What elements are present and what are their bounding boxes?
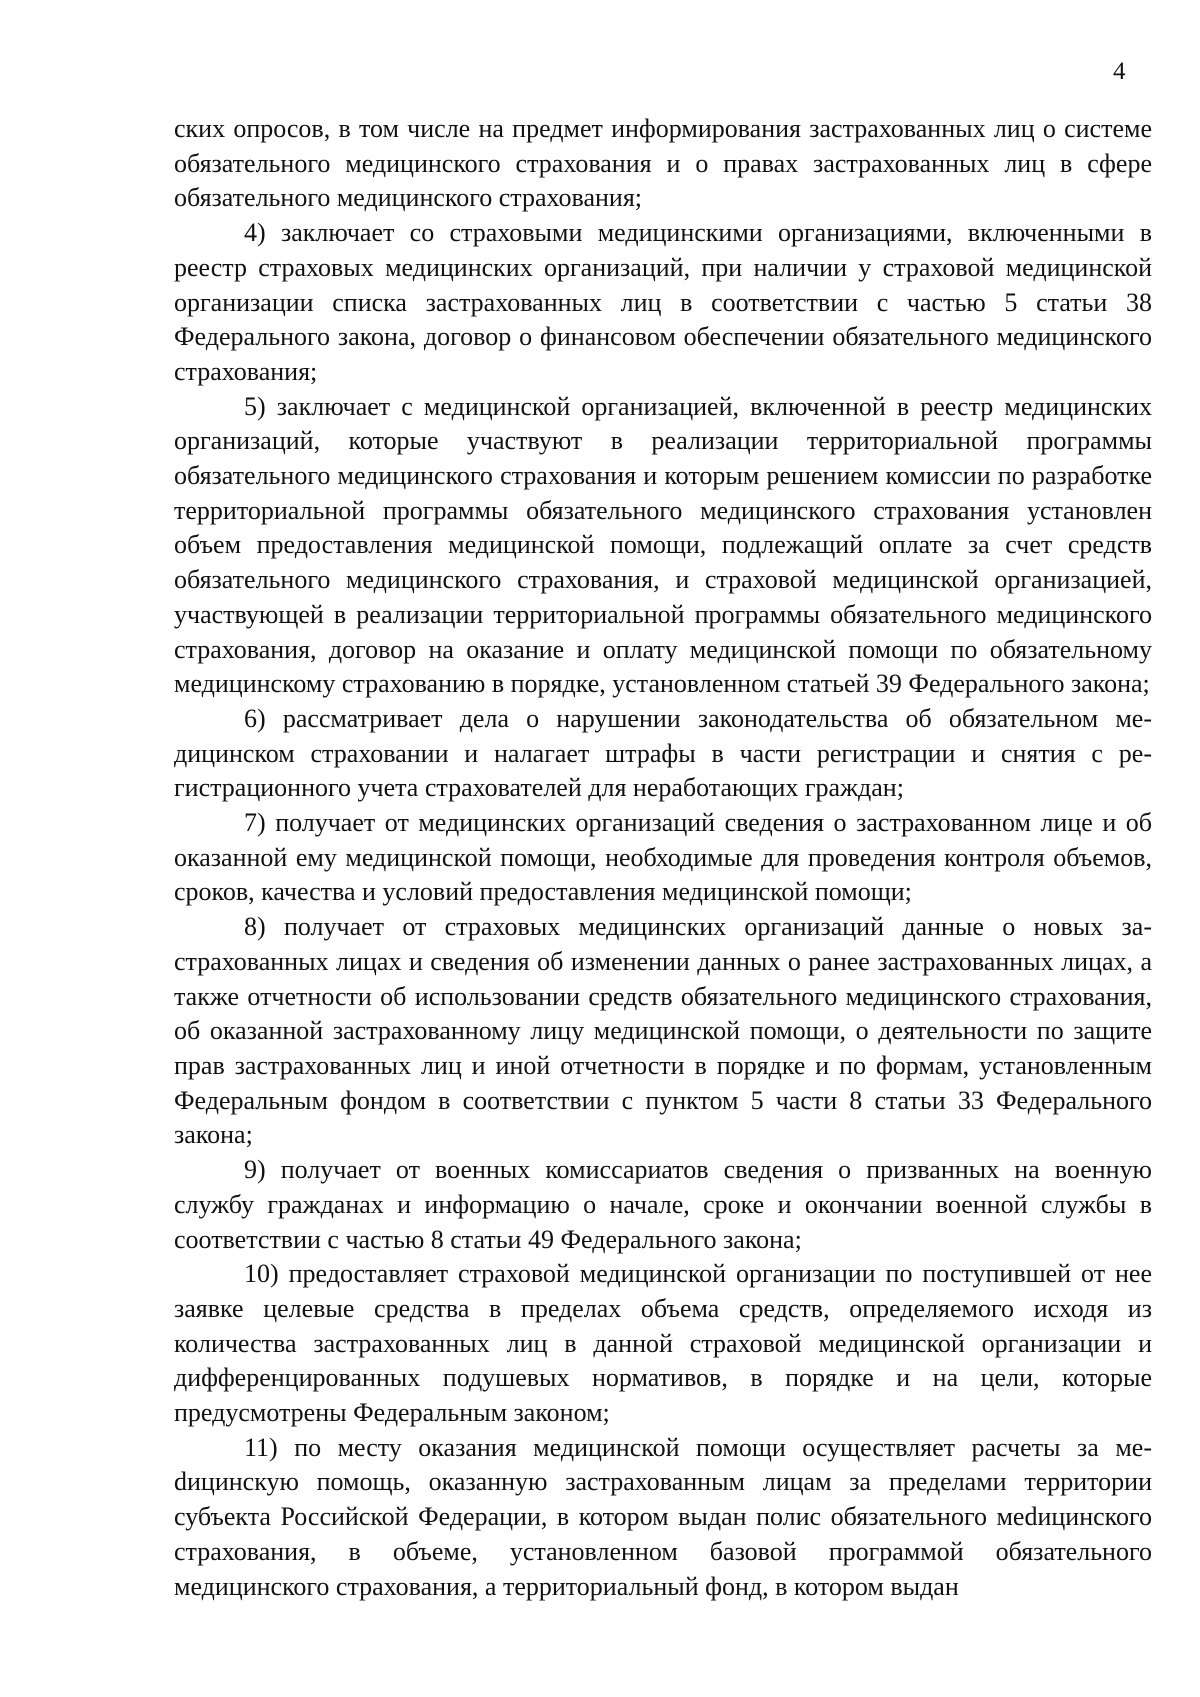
paragraph-continuation: ских опросов, в том числе на предмет информирования застрахованных лиц о системе обязательного медицинского страхования и о правах застрахованных лиц в сфере обязательного медицинского страхования; xyxy=(174,114,1152,213)
paragraph-item-8: 8) получает от страховых медицинских организаций данные о новых застрахованных лицах и сведения об изменении данных о ранее застрахованных лицах, а также отчетности об использовании средств обязательного медицинского страхования, об оказанной застрахованному лицу медицинской помощи, о деятельности по защите прав застрахованных лиц и иной отчетности в порядке и по формам, установленным Федеральным фондом в соответствии с пунктом 5 части 8 статьи 33 Федерального закона; xyxy=(174,912,1152,1150)
paragraph-item-4: 4) заключает со страховыми медицинскими организациями, включенными в реестр страховых медицинских организаций, при наличии у страховой медицинской организации списка застрахованных лиц в соответствии с частью 5 статьи 38 Федерального закона, договор о финансовом обеспечении обязательного медицинского страхования; xyxy=(174,218,1152,386)
page-number: 4 xyxy=(1113,58,1126,85)
document-body xyxy=(174,112,1152,1604)
paragraph-item-6: 6) рассматривает дела о нарушении законодательства об обязательном медицинском страховании и налагает штрафы в части регистрации и снятия с регистрационного учета страхователей для неработающих граждан; xyxy=(174,703,1152,803)
paragraph-item-9: 9) получает от военных комиссариатов сведения о призванных на военную службу гражданах и информацию о начале, сроке и окончании военной службы в соответствии с частью 8 статьи 49 Федерального закона; xyxy=(174,1155,1152,1254)
paragraph-item-10: 10) предоставляет страховой медицинской организации по поступившей от нее заявке целевые средства в пределах объема средств, определяемого исходя из количества застрахованных лиц в данной страховой медицинской организации и дифференцированных подушевых нормативов, в порядке и на цели, которые предусмотрены Федеральным законом; xyxy=(174,1259,1152,1428)
paragraph-item-11: 11) по месту оказания медицинской помощи осуществляет расчеты за меdицинскую помощь, оказанную застрахованным лицам за пределами территории субъекта Российской Федерации, в котором выдан полис обязательного меdицинского страхования, в объеме, установленном базовой программой обязательного медицинского страхования, а территориальный фонд, в котором выдан xyxy=(174,1432,1152,1601)
paragraph-item-7: 7) получает от медицинских организаций сведения о застрахованном лице и об оказанной ему медицинской помощи, необходимые для проведения контроля объемов, сроков, качества и условий предоставления медицинской помощи; xyxy=(174,808,1152,907)
paragraph-item-5: 5) заключает с медицинской организацией, включенной в реестр медицинских организаций, которые участвуют в реализации территориальной программы обязательного медицинского страхования и которым решением комиссии по разработке территориальной программы обязательного медицинского страхования установлен объем предоставления медицинской помощи, подлежащий оплате за счет средств обязательного медицинского страхования, и страховой медицинской организацией, участвующей в реализации территориальной программы обязательного медицинского страхования, договор на оказание и оплату медицинской помощи по обязательному медицинскому страхованию в порядке, установленном статьей 39 Федерального закона; xyxy=(174,391,1152,699)
